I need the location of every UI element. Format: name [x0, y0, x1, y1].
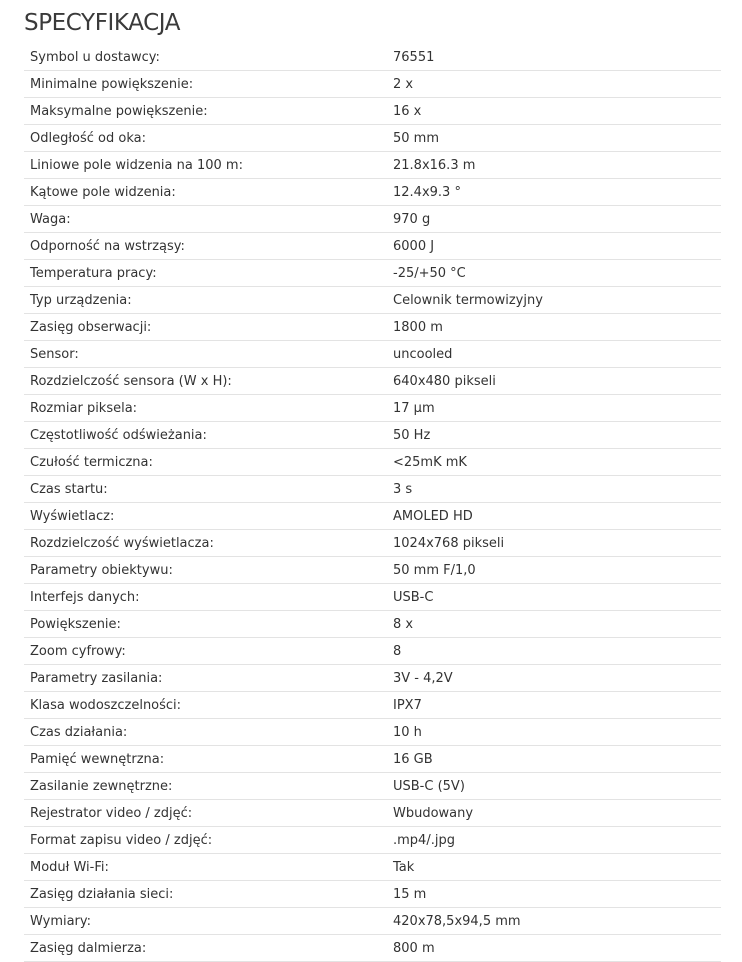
spec-value: IPX7: [393, 697, 422, 713]
table-row: [24, 179, 721, 206]
table-row: [24, 503, 721, 530]
spec-value: 970 g: [393, 211, 431, 227]
spec-value: 17 µm: [393, 400, 435, 416]
spec-label: Rozmiar piksela:: [30, 400, 138, 416]
spec-label: Wyświetlacz:: [30, 508, 115, 524]
spec-label: Format zapisu video / zdjęć:: [30, 832, 213, 848]
spec-value: AMOLED HD: [393, 508, 473, 524]
table-row: [24, 719, 721, 746]
table-row: [24, 665, 721, 692]
spec-label: Moduł Wi-Fi:: [30, 859, 109, 875]
spec-label: Czułość termiczna:: [30, 454, 153, 470]
spec-label: Parametry zasilania:: [30, 670, 163, 686]
spec-value: USB-C (5V): [393, 778, 465, 794]
spec-value: 10 h: [393, 724, 422, 740]
table-row: [24, 395, 721, 422]
spec-value: 2 x: [393, 76, 414, 92]
table-row: [24, 71, 721, 98]
spec-label: Powiększenie:: [30, 616, 121, 632]
spec-label: Interfejs danych:: [30, 589, 140, 605]
spec-label: Minimalne powiększenie:: [30, 76, 194, 92]
spec-value: uncooled: [393, 346, 453, 362]
spec-value: .mp4/.jpg: [393, 832, 455, 848]
spec-label: Klasa wodoszczelności:: [30, 697, 182, 713]
spec-value: 800 m: [393, 940, 435, 956]
table-row: [24, 44, 721, 71]
table-row: [24, 800, 721, 827]
table-row: [24, 854, 721, 881]
spec-value: 50 Hz: [393, 427, 431, 443]
table-row: [24, 368, 721, 395]
spec-value: 12.4x9.3 °: [393, 184, 461, 200]
spec-value: 50 mm F/1,0: [393, 562, 476, 578]
spec-value: 15 m: [393, 886, 427, 902]
page-title: SPECYFIKACJA: [24, 10, 181, 36]
table-row: [24, 638, 721, 665]
spec-value: 1024x768 pikseli: [393, 535, 505, 551]
spec-label: Kątowe pole widzenia:: [30, 184, 176, 200]
spec-value: 50 mm: [393, 130, 440, 146]
spec-label: Zasilanie zewnętrzne:: [30, 778, 173, 794]
spec-label: Czas startu:: [30, 481, 108, 497]
table-row: [24, 584, 721, 611]
spec-value: Wbudowany: [393, 805, 474, 821]
spec-value: USB-C: [393, 589, 434, 605]
spec-label: Odległość od oka:: [30, 130, 146, 146]
spec-label: Zasięg dalmierza:: [30, 940, 147, 956]
spec-label: Symbol u dostawcy:: [30, 49, 160, 65]
spec-label: Rejestrator video / zdjęć:: [30, 805, 193, 821]
spec-value: 21.8x16.3 m: [393, 157, 476, 173]
table-row: [24, 206, 721, 233]
table-row: [24, 827, 721, 854]
table-row: [24, 746, 721, 773]
spec-label: Czas działania:: [30, 724, 128, 740]
spec-value: 1800 m: [393, 319, 443, 335]
table-row: [24, 773, 721, 800]
table-row: [24, 881, 721, 908]
spec-label: Odporność na wstrząsy:: [30, 238, 185, 254]
spec-value: 8: [393, 643, 402, 659]
spec-label: Maksymalne powiększenie:: [30, 103, 208, 119]
spec-table: [24, 44, 721, 962]
spec-label: Waga:: [30, 211, 71, 227]
spec-label: Pamięć wewnętrzna:: [30, 751, 165, 767]
spec-value: 16 GB: [393, 751, 433, 767]
table-row: [24, 233, 721, 260]
table-row: [24, 611, 721, 638]
table-row: [24, 692, 721, 719]
spec-label: Liniowe pole widzenia na 100 m:: [30, 157, 243, 173]
spec-value: 640x480 pikseli: [393, 373, 496, 389]
table-row: [24, 476, 721, 503]
spec-label: Sensor:: [30, 346, 79, 362]
spec-label: Wymiary:: [30, 913, 92, 929]
spec-label: Parametry obiektywu:: [30, 562, 173, 578]
table-row: [24, 152, 721, 179]
table-row: [24, 935, 721, 962]
spec-value: 3 s: [393, 481, 413, 497]
table-row: [24, 314, 721, 341]
spec-label: Częstotliwość odświeżania:: [30, 427, 207, 443]
spec-value: 8 x: [393, 616, 414, 632]
table-row: [24, 422, 721, 449]
spec-value: 6000 J: [393, 238, 435, 254]
spec-label: Zoom cyfrowy:: [30, 643, 126, 659]
spec-value: <25mK mK: [393, 454, 467, 470]
spec-label: Zasięg działania sieci:: [30, 886, 174, 902]
spec-value: 16 x: [393, 103, 422, 119]
spec-label: Rozdzielczość wyświetlacza:: [30, 535, 214, 551]
table-row: [24, 287, 721, 314]
table-row: [24, 125, 721, 152]
spec-value: 3V - 4,2V: [393, 670, 453, 686]
spec-label: Typ urządzenia:: [30, 292, 132, 308]
spec-value: Tak: [393, 859, 415, 875]
spec-label: Rozdzielczość sensora (W x H):: [30, 373, 232, 389]
table-row: [24, 557, 721, 584]
table-row: [24, 908, 721, 935]
table-row: [24, 530, 721, 557]
spec-label: Temperatura pracy:: [30, 265, 157, 281]
table-row: [24, 98, 721, 125]
spec-value: Celownik termowizyjny: [393, 292, 543, 308]
table-row: [24, 341, 721, 368]
table-row: [24, 449, 721, 476]
spec-value: 420x78,5x94,5 mm: [393, 913, 521, 929]
spec-value: 76551: [393, 49, 435, 65]
spec-label: Zasięg obserwacji:: [30, 319, 152, 335]
table-row: [24, 260, 721, 287]
spec-value: -25/+50 °C: [393, 265, 466, 281]
